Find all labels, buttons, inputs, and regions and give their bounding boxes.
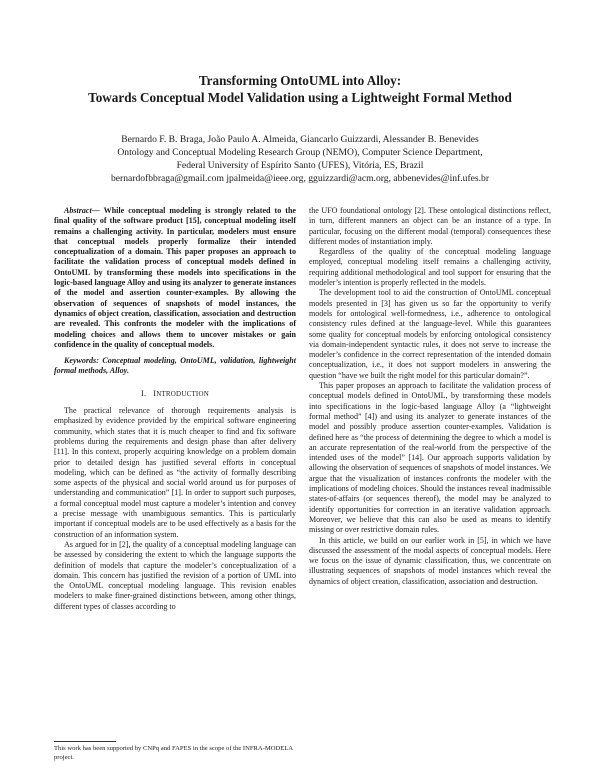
footnote: This work has been supported by CNPq and FAPES in the scope of the INFRA-MODELA project.: [54, 745, 293, 761]
abstract-text: While conceptual modeling is strongly related to the final quality of the software product [15], conceptual modeling itself remains a challenging activity. In particular, modelers must ensure that conceptual models properly formalize their intended conceptualization of a domain. This paper proposes an approach to facilitate the validation process of conceptual models defined in OntoUML by transforming these models into specifications in the logic-based language Alloy and using its analyzer to generate instances of the model and assertion counter-examples. By allowing the observation of sequences of snapshots of model instances, the dynamics of object creation, classification, association and destruction are revealed. This confronts the modeler with the implications of modeling choices and allows them to uncover mistakes or gain confidence in the quality of conceptual models.: [54, 206, 296, 349]
paper-title: [40, 72, 560, 106]
right-paragraph-3: The development tool to aid the construction of OntoUML conceptual models presented in [3] has given us so far the opportunity to verify models for ontological well-formedness, i.e., adherence to ontological consistency rules defined at the language-level. While this guarantees some quality for conceptual models by enforcing ontological consistency via domain-independent syntactic rules, it does not serve to increase the modeler’s confidence in the correct representation of the intended domain conceptualization, i.e., it does not support modelers in answering the question “have we built the right model for this particular domain?”.: [309, 288, 551, 380]
title-line-2: Towards Conceptual Model Validation using a Lightweight Formal Method: [88, 90, 512, 105]
left-paragraph-1: The practical relevance of thorough requirements analysis is emphasized by evidence provided by the empirical software engineering community, which states that it is much cheaper to find and fix software problems during the requirements and design phase than after delivery [11]. In this context, properly acquiring knowledge on a problem domain prior to detailed design has justified several efforts in conceptual modeling, which can be defined as “the activity of formally describing some aspects of the physical and social world around us for purposes of understanding and communication” [1]. In order to support such purposes, a formal conceptual model must capture a modeler’s intention and convey a precise message with unambiguous semantics. This is particularly important if conceptual models are to be used effectively as a basis for the construction of an information system.: [54, 406, 296, 539]
author-emails: bernardofbbraga@gmail.com jpalmeida@ieee.org, gguizzardi@acm.org, abbenevides@inf.ufes.br: [110, 173, 490, 184]
right-paragraph-2: Regardless of the quality of the conceptual modeling language employed, conceptual modeling itself remains a challenging activity, requiring additional methodological and tool support for ensuring that the modeler’s intention is properly reflected in the models.: [309, 247, 551, 288]
affiliation-line-2: Federal University of Espírito Santo (UFES), Vitória, ES, Brazil: [176, 160, 424, 171]
abstract: [54, 206, 296, 350]
section-heading: [54, 389, 296, 399]
left-column: [54, 206, 296, 612]
right-paragraph-4: This paper proposes an approach to facilitate the validation process of conceptual models defined in OntoUML, by transforming these models into specifications in the logic-based language Alloy (a “lightweight formal method” [4]) and using its analyzer to generate instances of the model and possibly produce assertion counter-examples. Validation is defined here as “the process of determining the degree to which a model is an accurate representation of the real-world from the perspective of the intended uses of the model” [14]. Our approach supports validation by allowing the observation of sequences of snapshots of model instances. We argue that the visualization of instances confronts the modeler with the implications of modeling choices. Should the instances reveal inadmissible states-of-affairs (or sequences thereof), the model may be analyzed to identify opportunities for correction in an iterative validation approach. Moreover, we believe that this can also be used as means to identify missing or over restrictive domain rules.: [309, 381, 551, 535]
title-line-1: Transforming OntoUML into Alloy:: [198, 73, 402, 88]
section-title-initial: I: [153, 388, 157, 398]
right-paragraph-1: the UFO foundational ontology [2]. These ontological distinctions reflect, in turn, different manners an object can be an instance of a type. In particular, focusing on the different modal (temporal) consequences these different modes of instantiation imply.: [309, 206, 551, 246]
section-title-rest: NTRODUCTION: [156, 389, 209, 398]
right-column: [309, 206, 551, 587]
right-paragraph-5: In this article, we build on our earlier work in [5], in which we have discussed the assessment of the modal aspects of conceptual models. Here we focus on the issue of dynamic classification, thus, we concentrate on illustrating sequences of snapshots of model instances which reveal the dynamics of object creation, classification, association and destruction.: [309, 535, 551, 586]
abstract-label: Abstract—: [64, 206, 100, 215]
author-names: Bernardo F. B. Braga, João Paulo A. Almeida, Giancarlo Guizzardi, Alessander B. Benevides: [121, 134, 479, 145]
section-number: I.: [141, 388, 147, 398]
left-paragraph-2: As argued for in [2], the quality of a conceptual modeling language can be assessed by considering the extent to which the language supports the definition of models that capture the modeler’s conceptualization of a domain. This concern has justified the revision of a portion of UML into the OntoUML conceptual modeling language. This revision enables modelers to make finer-grained distinctions between, among other things, different types of classes according to: [54, 539, 296, 611]
keywords: Keywords: Conceptual modeling, OntoUML, validation, lightweight formal methods, Alloy.: [54, 356, 296, 376]
author-block: [40, 133, 560, 185]
affiliation-line-1: Ontology and Conceptual Modeling Research Group (NEMO), Computer Science Department,: [117, 147, 483, 158]
footnote-rule: [54, 741, 116, 742]
